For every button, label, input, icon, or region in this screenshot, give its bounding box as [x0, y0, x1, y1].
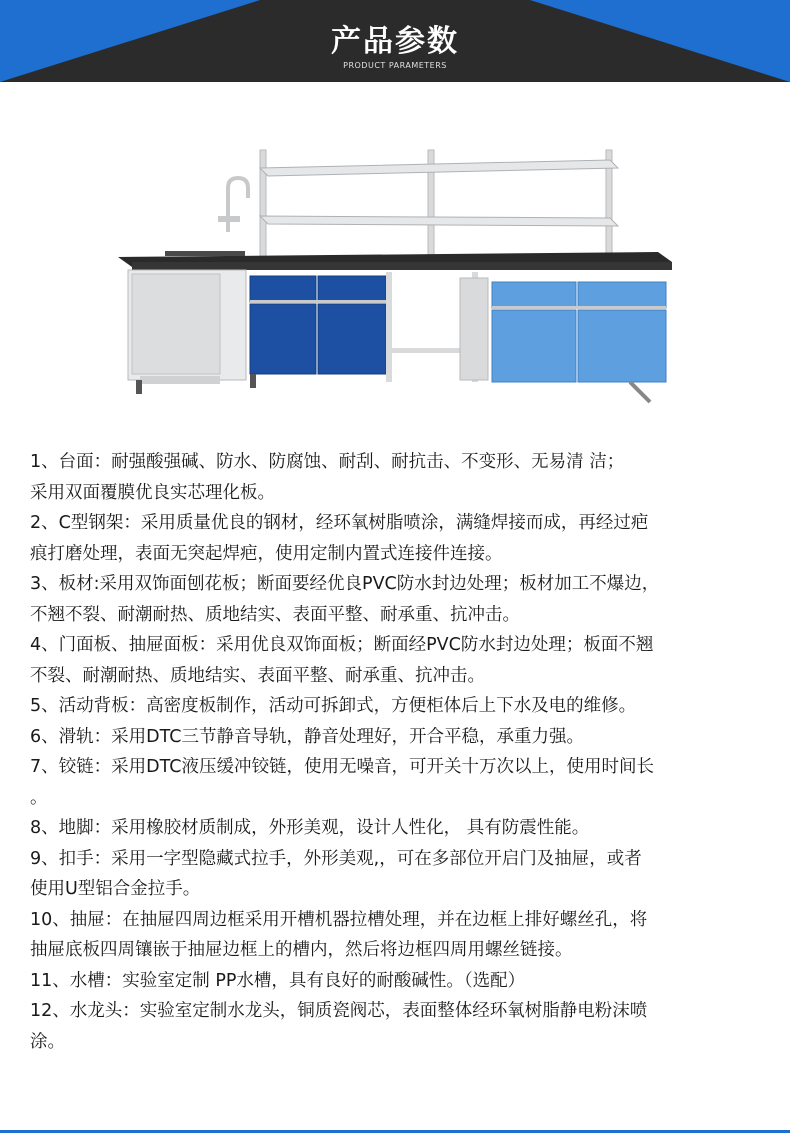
spec-line: 8、地脚：采用橡胶材质制成，外形美观，设计人性化， 具有防震性能。: [30, 818, 590, 838]
spec-line: 抽屉底板四周镶嵌于抽屉边框上的槽内，然后将边框四周用螺丝链接。: [30, 940, 573, 960]
spec-line: 涂。: [30, 1031, 65, 1052]
header-banner: [0, 0, 790, 82]
spec-line: 11、水槽：实验室定制 PP水槽，具有良好的耐酸碱性。（选配）: [30, 970, 526, 991]
product-image: [110, 140, 690, 410]
spec-line: 10、抽屉：在抽屉四周边框采用开槽机器拉槽处理，并在边框上排好螺丝孔，将: [30, 909, 648, 930]
spec-line: 使用U型铝合金拉手。: [30, 879, 201, 899]
page-subtitle: PRODUCT PARAMETERS: [343, 61, 447, 70]
spec-line: 1、台面：耐强酸强碱、防水、防腐蚀、耐刮、耐抗击、不变形、无易清 洁；: [30, 452, 625, 472]
spec-line: 6、滑轨：采用DTC三节静音导轨，静音处理好，开合平稳，承重力强。: [30, 726, 584, 747]
spec-line: 9、扣手：采用一字型隐藏式拉手，外形美观,，可在多部位开启门及抽屉，或者: [30, 848, 642, 869]
spec-line: 12、水龙头：实验室定制水龙头，铜质瓷阀芯，表面整体经环氧树脂静电粉沫喷: [30, 1001, 648, 1021]
spec-line: 5、活动背板：高密度板制作，活动可拆卸式，方便柜体后上下水及电的维修。: [30, 696, 637, 716]
spec-line: 痕打磨处理，表面无突起焊疤，使用定制内置式连接件连接。: [30, 543, 503, 564]
spec-line: 3、板材:采用双饰面刨花板；断面要经优良PVC防水封边处理；板材加工不爆边，: [30, 574, 660, 594]
lab-bench-icon: [110, 140, 690, 410]
page-title: 产品参数: [331, 24, 459, 59]
spec-line: 4、门面板、抽屉面板：采用优良双饰面板；断面经PVC防水封边处理；板面不翘: [30, 635, 654, 655]
spec-line: 。: [30, 787, 48, 808]
spec-list: [30, 447, 775, 1057]
spec-line: 不裂、耐潮耐热、质地结实、表面平整、耐承重、抗冲击。: [30, 665, 485, 686]
spec-line: 采用双面覆膜优良实芯理化板。: [30, 482, 275, 503]
spec-line: 不翘不裂、耐潮耐热、质地结实、表面平整、耐承重、抗冲击。: [30, 604, 520, 625]
spec-line: 2、C型钢架：采用质量优良的钢材，经环氧树脂喷涂，满缝焊接而成，再经过疤: [30, 513, 649, 533]
spec-line: 7、铰链：采用DTC液压缓冲铰链，使用无噪音，可开关十万次以上，使用时间长: [30, 757, 654, 777]
